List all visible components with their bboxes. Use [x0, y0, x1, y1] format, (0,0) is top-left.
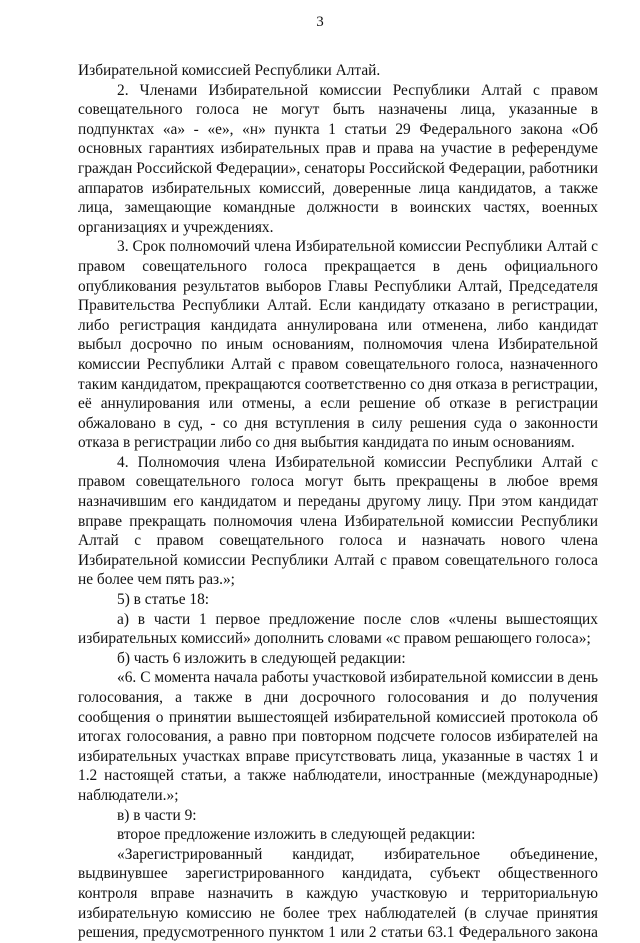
document-body — [78, 61, 598, 943]
paragraph-continuation: Избирательной комиссией Республики Алтай. — [78, 62, 381, 79]
paragraph-item-5c: в) в части 9: — [117, 806, 197, 824]
paragraph-item-5a: а) в части 1 первое предложение после слов «члены вышестоящих избирательных комиссий» дополнить словами «с правом решающего голоса»; — [78, 610, 598, 648]
paragraph-clause-2: 2. Членами Избирательной комиссии Республики Алтай с правом совещательного голоса не могут быть назначены лица, указанные в подпунктах «а» - «е», «н» пункта 1 статьи 29 Федерального закона «Об основных гарантиях избирательных прав и права на участие в референдуме граждан Российской Федерации», сенаторы Российской Федерации, работники аппаратов избирательных комиссий, доверенные лица кандидатов, а также лица, замещающие командные должности в воинских частях, военных организациях и учреждениях. — [78, 81, 598, 236]
paragraph-item-5b: б) часть 6 изложить в следующей редакции: — [117, 649, 406, 667]
paragraph-part-6-text: «6. С момента начала работы участковой избирательной комиссии в день голосования, а также в дни досрочного голосования и до получения сообщения о принятии вышестоящей избирательной комиссией протокола об итогах голосования, а равно при повторном подсчете голосов избирателей на избирательных участках вправе присутствовать лица, указанные в частях 1 и 1.2 настоящей статьи, а также наблюдатели, иностранные (международные) наблюдатели.»; — [78, 669, 598, 804]
paragraph-clause-4: 4. Полномочия члена Избирательной комиссии Республики Алтай с правом совещательного голоса могут быть прекращены в любое время назначившим его кандидатом и переданы другому лицу. При этом кандидат вправе прекращать полномочия члена Избирательной комиссии Республики Алтай с правом совещательного голоса и назначать нового члена Избирательной комиссии Республики Алтай с правом совещательного голоса не более чем пять раз.»; — [78, 453, 598, 589]
page-number: 3 — [316, 14, 324, 30]
paragraph-second-sentence: второе предложение изложить в следующей редакции: — [117, 826, 476, 844]
paragraph-item-5: 5) в статье 18: — [117, 591, 210, 609]
paragraph-clause-3: 3. Срок полномочий члена Избирательной комиссии Республики Алтай с правом совещательного голоса прекращается в день официального опубликования результатов выборов Главы Республики Алтай, Председателя Правительства Республики Алтай. Если кандидату отказано в регистрации, либо регистрация кандидата аннулирована или отменена, либо кандидат выбыл досрочно по иным основаниям, полномочия члена Избирательной комиссии Республики Алтай с правом совещательного голоса, назначенного таким кандидатом, прекращаются соответственно со дня отказа в регистрации, её аннулирования или отмены, а если решение об отказе в регистрации обжаловано в суд, - со дня вступления в силу решения суда о законности отказа в регистрации либо со дня выбытия кандидата по иным основаниям. — [78, 238, 598, 452]
paragraph-part-9-text: «Зарегистрированный кандидат, избирательное объединение, выдвинувшее зарегистрированного кандидата, субъект общественного контроля вправе назначить в каждую участковую и территориальную избирательную комиссию не более трех наблюдателей (в случае принятия решения, предусмотренного пунктом 1 или 2 статьи 63.1 Федерального закона — [78, 845, 598, 942]
